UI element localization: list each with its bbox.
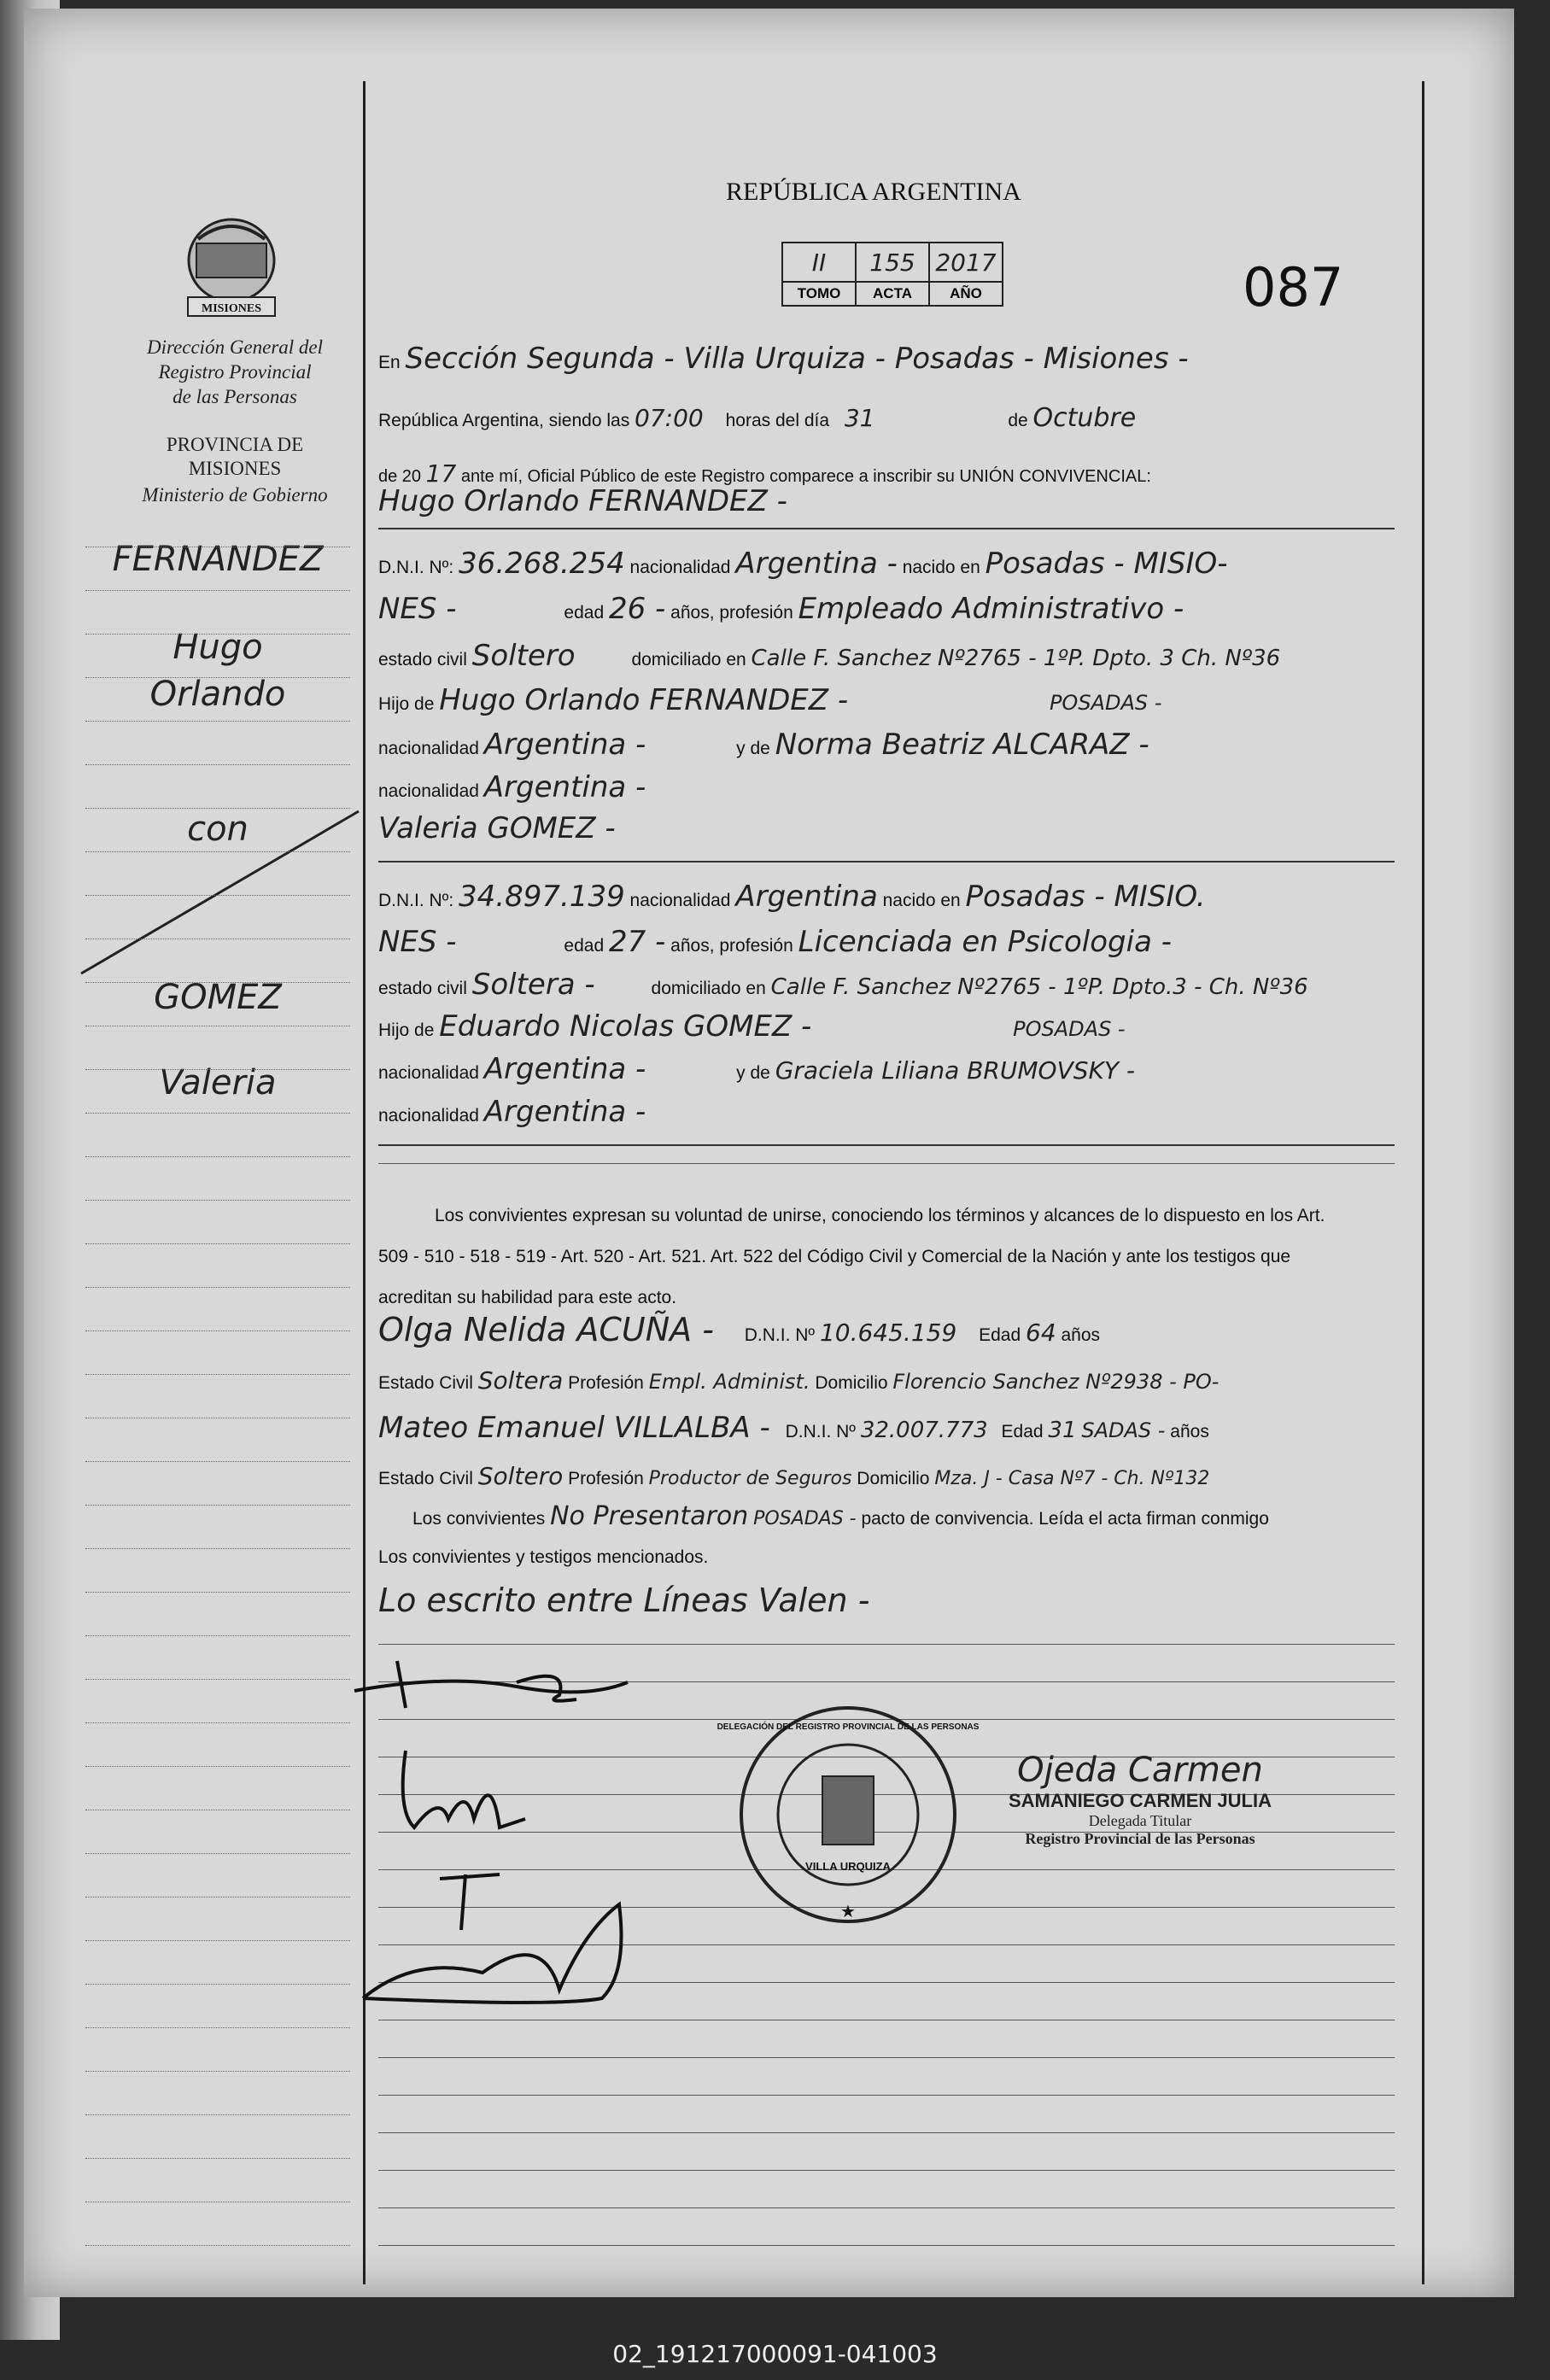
convivientes-label: Los convivientes (412, 1509, 546, 1529)
y-de-label: y de (736, 1063, 770, 1083)
person1-name-line (378, 484, 1403, 518)
margin-line (85, 1766, 350, 1767)
margin-line (85, 1984, 350, 1985)
anios-profesion-label: años, profesión (670, 603, 793, 623)
margin-line (85, 895, 350, 896)
year-prefix: de 20 (378, 467, 422, 486)
p1-nacido-en-cont: NES - (378, 592, 457, 626)
edad-label: edad (564, 603, 605, 623)
estado-civil-label: estado civil (378, 979, 467, 998)
p2-nacionalidad: Argentina (735, 880, 878, 914)
margin-cancel-stroke (77, 807, 367, 978)
issuer-line1: Dirección General del (146, 336, 324, 358)
p2-nacido-en-cont: NES - (378, 925, 457, 959)
margin-given-1a: Hugo (173, 628, 263, 667)
dni-label: D.N.I. Nº: (378, 891, 454, 910)
p2-madre: Graciela Liliana BRUMOVSKY - (775, 1056, 1135, 1085)
margin-line (85, 1461, 350, 1462)
closing-text-2: Los convivientes y testigos mencionados. (378, 1547, 709, 1567)
province-line2: MISIONES (188, 458, 282, 479)
nacionalidad-label: nacionalidad (378, 1063, 479, 1083)
person2-name-line (378, 811, 1403, 845)
hijo-de-label: Hijo de (378, 694, 435, 714)
declaration-p3: acreditan su habilidad para este acto. (378, 1288, 677, 1307)
p1-dni-line (378, 547, 1403, 581)
body-line (378, 2207, 1395, 2208)
ministry-line: Ministerio de Gobierno (142, 484, 328, 506)
anios-profesion-label: años, profesión (670, 936, 793, 956)
registry-box (781, 242, 1003, 307)
w2-name: Mateo Emanuel VILLALBA - (378, 1411, 770, 1445)
body-line (378, 2132, 1395, 2133)
w-domicilio-label: Domicilio (857, 1469, 930, 1488)
domiciliado-label: domiciliado en (631, 650, 746, 670)
nacionalidad-label: nacionalidad (629, 558, 731, 577)
closing-line2 (378, 1547, 1403, 1568)
p2-domicilio: Calle F. Sanchez Nº2765 - 1ºP. Dpto.3 - Ch. Nº36 (770, 974, 1308, 1000)
margin-line (85, 2114, 350, 2115)
declaration-p1: Los convivientes expresan su voluntad de unirse, conociendo los términos y alcances de lo dispuesto en los Art. (435, 1206, 1325, 1225)
margin-given-1b: Orlando (149, 675, 286, 714)
margin-line (85, 1679, 350, 1680)
w-profesion-label: Profesión (568, 1469, 644, 1488)
y-de-label: y de (736, 739, 770, 758)
acta-value: 155 (856, 243, 929, 282)
section-rule-2 (378, 861, 1395, 863)
stamp-center-text: VILLA URQUIZA (805, 1860, 891, 1873)
p1-dni: 36.268.254 (459, 547, 625, 581)
margin-line (85, 1069, 350, 1070)
edad-label: edad (564, 936, 605, 956)
w-edad-label: Edad (979, 1325, 1021, 1345)
p1-edad: 26 - (608, 592, 666, 626)
nacido-en-label: nacido en (902, 558, 980, 577)
w-profesion-label: Profesión (568, 1373, 644, 1393)
anio-value: 2017 (929, 243, 1003, 282)
estado-civil-label: estado civil (378, 650, 467, 670)
margin-line (85, 677, 350, 678)
logo-banner: MISIONES (201, 302, 262, 315)
pacto-text: pacto de convivencia. Leída el acta firman conmigo (861, 1509, 1269, 1529)
p2-dni: 34.897.139 (459, 880, 625, 914)
w-estado-label: Estado Civil (378, 1469, 473, 1488)
margin-line (85, 851, 350, 852)
intro-time-line (378, 403, 1403, 433)
w-estado-label: Estado Civil (378, 1373, 473, 1393)
margin-line (85, 808, 350, 809)
w1-estado-civil: Soltera (477, 1366, 564, 1395)
dni-label: D.N.I. Nº: (378, 558, 454, 577)
p1-padre-nacionalidad: Argentina - (483, 728, 646, 762)
nacionalidad-label: nacionalidad (378, 781, 479, 801)
w-anios-label: años (1061, 1325, 1101, 1345)
w2-edad: 31 (1048, 1418, 1077, 1443)
margin-line (85, 1287, 350, 1288)
margin-line (85, 1722, 350, 1723)
p2-estado-line (378, 968, 1403, 1002)
p1-estado-line (378, 639, 1403, 673)
w-edad-label: Edad (1001, 1422, 1044, 1441)
p1-madre-nacionalidad: Argentina - (483, 770, 646, 804)
margin-line (85, 1853, 350, 1854)
margin-line (85, 1113, 350, 1114)
p2-profesion: Licenciada en Psicologia - (798, 925, 1172, 959)
day-value: 31 (844, 404, 875, 432)
w1-domicilio-cont: SADAS - (1081, 1418, 1166, 1442)
nacionalidad-label: nacionalidad (378, 739, 479, 758)
margin-line (85, 2245, 350, 2246)
p2-madre-nacionalidad: Argentina - (483, 1095, 646, 1129)
w1-domicilio: Florencio Sanchez Nº2938 - PO- (892, 1370, 1220, 1394)
section-rule-1 (378, 528, 1395, 529)
closing-pacto-line (378, 1501, 1403, 1531)
margin-line (85, 1592, 350, 1593)
registrar-handwritten: Ojeda Carmen (1017, 1751, 1263, 1790)
anio-label: AÑO (929, 282, 1003, 306)
w-domicilio-label: Domicilio (815, 1373, 888, 1393)
tomo-label: TOMO (782, 282, 856, 306)
w2-domicilio: Mza. J - Casa Nº7 - Ch. Nº132 (934, 1468, 1210, 1489)
w-anios-label: años (1170, 1422, 1209, 1441)
margin-line (85, 982, 350, 983)
domiciliado-label: domiciliado en (651, 979, 766, 998)
w1-name: Olga Nelida ACUÑA - (378, 1311, 714, 1348)
w1-dni: 10.645.159 (819, 1319, 957, 1347)
registrar-name: SAMANIEGO CARMEN JULIA (1008, 1790, 1272, 1811)
margin-line (85, 1156, 350, 1157)
p2-madre-nac-line (378, 1095, 1403, 1129)
p2-nac-line (378, 1052, 1403, 1086)
w1-edad: 64 (1026, 1319, 1056, 1347)
svg-text:★: ★ (840, 1903, 856, 1921)
w1-detail-line (378, 1366, 1403, 1395)
margin-line (85, 1330, 350, 1331)
section-rule-3b (378, 1163, 1395, 1164)
stamp-ring-text: DELEGACIÓN DEL REGISTRO PROVINCIAL DE LAS PERSONAS (717, 1722, 980, 1732)
de-label: de (1008, 411, 1028, 430)
w2-name-line (378, 1411, 1403, 1445)
nacionalidad-label: nacionalidad (629, 891, 731, 910)
margin-line (85, 2071, 350, 2072)
p2-hijo-line (378, 1009, 1403, 1044)
official-stamp-icon (717, 1699, 980, 1930)
pacto-value: No Presentaron (550, 1501, 749, 1531)
hijo-de-label: Hijo de (378, 1020, 435, 1040)
country-title: REPÚBLICA ARGENTINA (726, 178, 1021, 206)
p1-madre-nac-line (378, 770, 1403, 804)
margin-line (85, 1940, 350, 1941)
registrar-signature-block (978, 1751, 1302, 1848)
margin-surname-1: FERNANDEZ (112, 540, 324, 579)
p2-domicilio-cont: POSADAS - (1013, 1017, 1126, 1041)
p1-profesion: Empleado Administrativo - (798, 592, 1184, 626)
w2-domicilio-cont: POSADAS - (753, 1508, 857, 1529)
body-line (378, 2245, 1395, 2246)
p2-padre: Eduardo Nicolas GOMEZ - (439, 1009, 812, 1044)
margin-line (85, 1635, 350, 1636)
closing-note-line (378, 1582, 1403, 1619)
w-dni-label: D.N.I. Nº (785, 1422, 856, 1441)
intro-en-line (378, 342, 1403, 376)
p1-nac-line (378, 728, 1403, 762)
margin-line (85, 764, 350, 765)
rep-label: República Argentina, siendo las (378, 411, 630, 430)
declaration-text (378, 1196, 1395, 1319)
person2-name: Valeria GOMEZ - (378, 811, 616, 845)
province-coat-of-arms-icon (181, 213, 282, 325)
margin-line (85, 2158, 350, 2159)
person1-name: Hugo Orlando FERNANDEZ - (378, 484, 787, 518)
p2-edad-line (378, 925, 1403, 959)
ante-text: ante mí, Oficial Público de este Registro comparece a inscribir su UNIÓN CONVIVENCIAL: (460, 467, 1151, 486)
nacionalidad-label: nacionalidad (378, 1106, 479, 1126)
en-label: En (378, 353, 401, 372)
handwritten-signatures (346, 1648, 722, 2075)
body-line (378, 2095, 1395, 2096)
p1-estado-civil: Soltero (471, 639, 576, 673)
issuer-line3: de las Personas (173, 386, 297, 407)
closing-note: Lo escrito entre Líneas Valen - (378, 1582, 870, 1619)
margin-line (85, 590, 350, 591)
nacido-en-label: nacido en (882, 891, 961, 910)
p1-edad-line (378, 592, 1403, 626)
section-rule-3 (378, 1144, 1395, 1146)
margin-line (85, 1243, 350, 1244)
p1-domicilio: Calle F. Sanchez Nº2765 - 1ºP. Dpto. 3 Ch. Nº36 (751, 646, 1281, 671)
margin-line (85, 721, 350, 722)
p1-nacionalidad: Argentina - (735, 547, 898, 581)
horas-label: horas del día (725, 411, 830, 430)
w2-estado-civil: Soltero (477, 1462, 564, 1490)
body-line (378, 1644, 1395, 1645)
p1-hijo-line (378, 683, 1403, 717)
acta-label: ACTA (856, 282, 929, 306)
w2-profesion: Productor de Seguros (648, 1468, 852, 1489)
margin-line (85, 1897, 350, 1898)
margin-line (85, 1548, 350, 1549)
tomo-value: II (782, 243, 856, 282)
margin-given-2: Valeria (159, 1063, 277, 1102)
margin-surname-2: GOMEZ (154, 978, 282, 1017)
w1-name-line (378, 1311, 1403, 1348)
p2-edad: 27 - (608, 925, 666, 959)
margin-line (85, 1374, 350, 1375)
w2-dni: 32.007.773 (860, 1418, 988, 1443)
margin-line (85, 1200, 350, 1201)
right-margin-rule (1422, 81, 1424, 2284)
registrar-title: Delegada Titular (1088, 1812, 1192, 1829)
w2-detail-line (378, 1462, 1403, 1490)
p2-padre-nacionalidad: Argentina - (483, 1052, 646, 1086)
margin-line (85, 1505, 350, 1506)
w-dni-label: D.N.I. Nº (744, 1325, 816, 1345)
body-line (378, 2170, 1395, 2171)
registrar-org: Registro Provincial de las Personas (1025, 1830, 1255, 1847)
place-value: Sección Segunda - Villa Urquiza - Posadas - Misiones - (405, 342, 1189, 376)
p1-domicilio-cont: POSADAS - (1049, 691, 1162, 715)
year-suffix: 17 (425, 459, 457, 488)
issuer-line2: Registro Provincial (158, 361, 312, 383)
record-number: 087 (1243, 256, 1344, 319)
w1-profesion: Empl. Administ. (648, 1370, 810, 1394)
p1-madre: Norma Beatriz ALCARAZ - (775, 728, 1149, 762)
p1-padre: Hugo Orlando FERNANDEZ - (439, 683, 849, 717)
p2-estado-civil: Soltera - (471, 968, 595, 1002)
month-value: Octubre (1032, 403, 1137, 433)
margin-line (85, 2027, 350, 2028)
scan-footer-code: 02_191217000091-041003 (612, 2340, 938, 2368)
p1-nacido-en: Posadas - MISIO- (985, 547, 1228, 581)
p2-nacido-en: Posadas - MISIO. (965, 880, 1206, 914)
province-line1: PROVINCIA DE (166, 434, 304, 455)
hour-value: 07:00 (635, 404, 704, 432)
declaration-p2: 509 - 510 - 518 - 519 - Art. 520 - Art. 521. Art. 522 del Código Civil y Comercial de la Nación y ante los testigos que (378, 1247, 1291, 1266)
p2-dni-line (378, 880, 1403, 914)
margin-connector: con (187, 810, 249, 849)
